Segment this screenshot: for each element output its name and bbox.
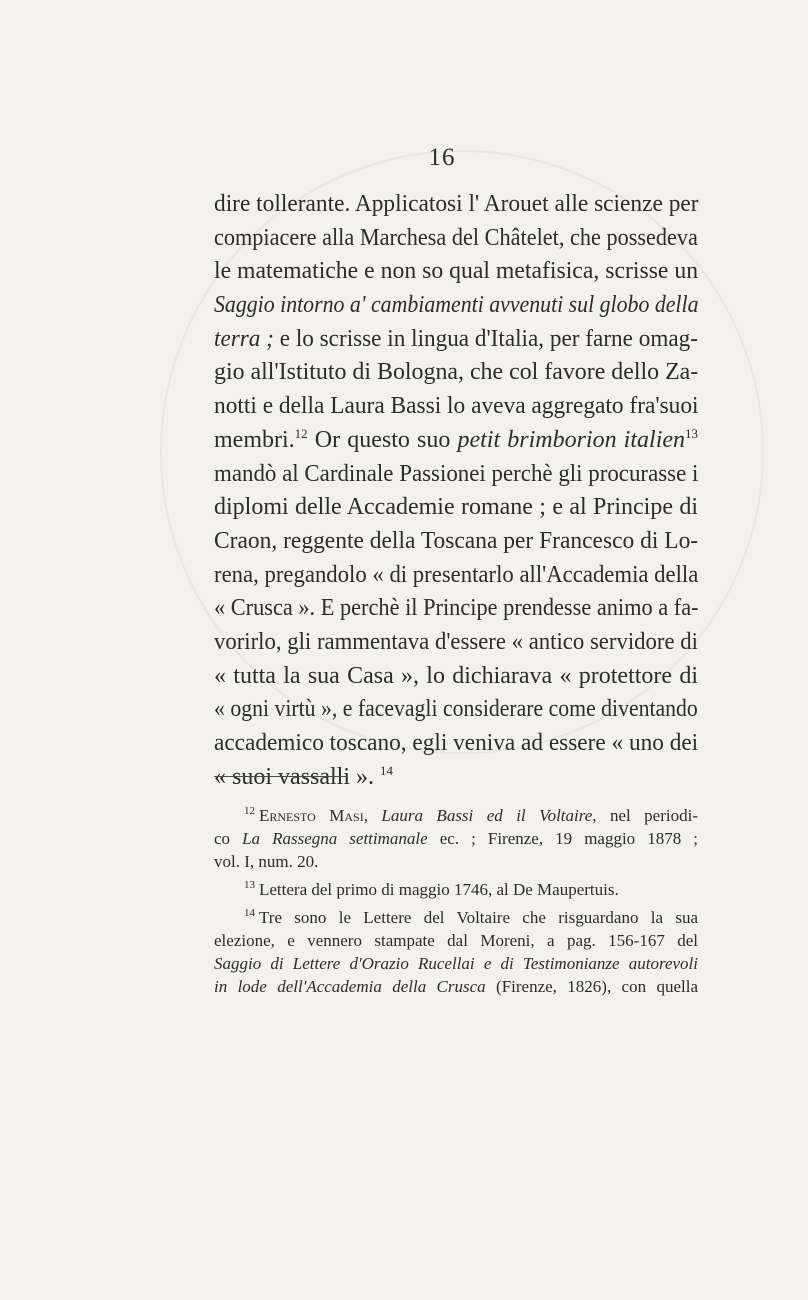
footnote-title: in lode dell'Accademia della Crusca — [214, 977, 486, 996]
footnote-author: Ernesto Masi — [259, 806, 364, 825]
text-run: « suoi vassalli ». — [214, 763, 374, 790]
italic-phrase: petit brimborion italien — [457, 426, 686, 453]
text-line: notti e della Laura Bassi lo aveva aggregato fra'suoi — [214, 393, 699, 420]
text-line: « tutta la sua Casa », lo dichiarava « protettore di — [214, 662, 698, 689]
footnote-ref-14: 14 — [380, 762, 393, 778]
footnote-line — [214, 975, 698, 998]
text-line — [214, 424, 698, 458]
text-line: Craon, reggente della Toscana per Francesco di Lo- — [214, 527, 699, 554]
footnote-14 — [214, 906, 698, 929]
text-line: « ogni virtù », e facevagli considerare come diventando — [214, 696, 698, 723]
footnote-title: La Rassegna settimanale — [242, 829, 428, 848]
text-line: diplomi delle Accademie romane ; e al Principe di — [214, 494, 698, 521]
text-line: dire tollerante. Applicatosi l' Arouet alle scienze per — [214, 191, 699, 217]
text-run: membri. — [214, 426, 295, 453]
footnote-line — [214, 827, 698, 850]
text-line: vorirlo, gli rammentava d'essere « antico servidore di — [214, 628, 698, 655]
text-run: Tre sono le Lettere del Voltaire che risguardano la sua — [259, 908, 698, 927]
page-number: 16 — [428, 144, 456, 171]
footnote-ref-13: 13 — [685, 425, 699, 441]
text-line: gio all'Istituto di Bologna, che col favore dello Za- — [214, 359, 699, 386]
text-line — [214, 761, 698, 795]
footnotes — [214, 804, 698, 998]
text-line: compiacere alla Marchesa del Châtelet, che possedeva — [214, 224, 698, 251]
text-line: accademico toscano, egli veniva ad essere « uno dei — [214, 730, 699, 756]
text-run: co — [214, 829, 243, 848]
text-run: ec. ; Firenze, 19 maggio 1878 ; — [427, 829, 698, 848]
text-line: rena, pregandolo « di presentarlo all'Accademia della — [214, 561, 699, 588]
text-line — [214, 323, 698, 357]
text-run: , nel periodi- — [592, 806, 698, 825]
footnote-ref-12: 12 — [294, 425, 308, 441]
text-line — [214, 289, 698, 323]
text-line: mandò al Cardinale Passionei perchè gli procurasse i — [214, 460, 699, 487]
footnote-13 — [214, 878, 698, 901]
italic-title: terra ; — [214, 325, 274, 352]
footnote-line: elezione, e vennero stampate dal Moreni, a pag. 156-167 del — [214, 931, 698, 950]
body-text — [214, 188, 698, 794]
footnote-title: Laura Bassi ed il Voltaire — [381, 806, 593, 825]
text-run: Or questo suo — [307, 426, 458, 453]
italic-title: Saggio intorno a' cambiamenti avvenuti sul globo della — [214, 292, 699, 319]
text-run: e lo scrisse in lingua d'Italia, per farne omag- — [273, 325, 698, 352]
text-line: le matematiche e non so qual metafisica, scrisse un — [214, 258, 699, 285]
footnote-separator — [214, 776, 347, 777]
text-line: « Crusca ». E perchè il Principe prendesse animo a fa- — [214, 595, 699, 622]
footnote-title: Saggio di Lettere d'Orazio Rucellai e di Testimonianze autorevoli — [214, 954, 698, 973]
text-run: Lettera del primo di maggio 1746, al De Maupertuis. — [259, 880, 619, 899]
footnote-number: 14 — [244, 907, 255, 919]
footnote-number: 13 — [244, 879, 255, 891]
footnote-line: vol. I, num. 20. — [214, 852, 319, 871]
footnote-number: 12 — [244, 805, 255, 817]
footnote-line — [214, 952, 698, 975]
footnote-12: $^{12}$ Ernesto Masi, Laura Bassi ed il Voltaire, nel periodi- — [244, 805, 698, 825]
text-run: (Firenze, 1826), con quella — [485, 977, 698, 996]
